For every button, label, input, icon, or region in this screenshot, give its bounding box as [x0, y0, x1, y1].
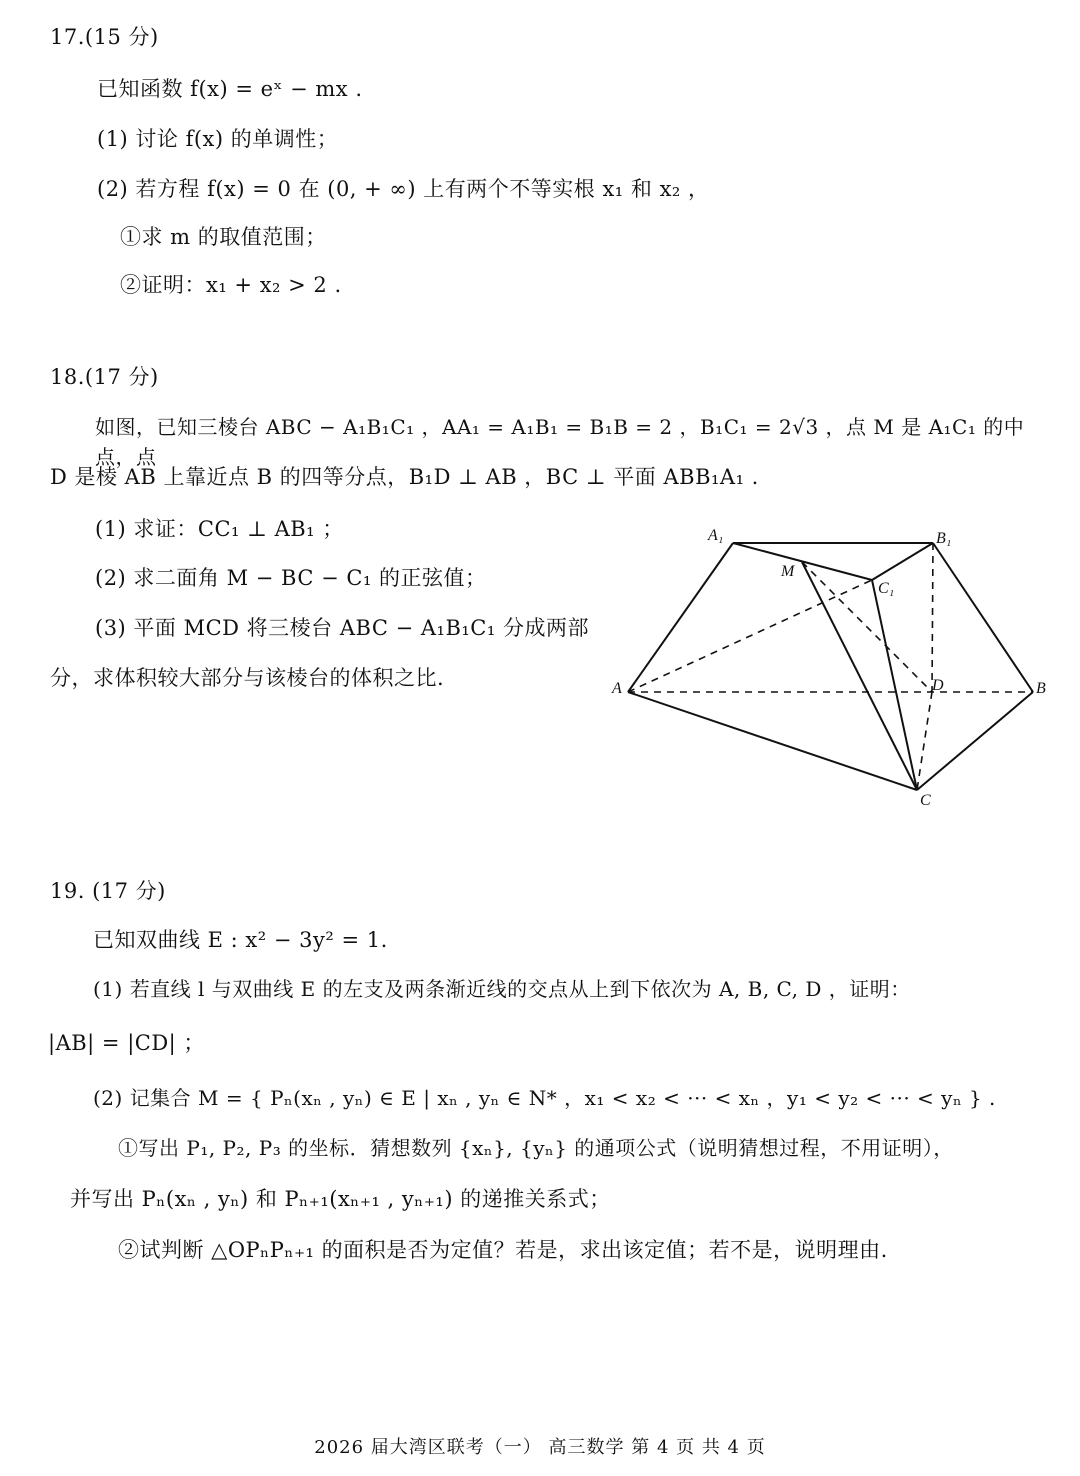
problem-18-part3-line1: (3) 平面 MCD 将三棱台 ABC − A₁B₁C₁ 分成两部: [95, 616, 589, 640]
label-B1: B₁: [936, 530, 952, 547]
problem-18-intro-line1: 如图，已知三棱台 ABC − A₁B₁C₁ ，AA₁ = A₁B₁ = B₁B = 2 ，B₁C₁ = 2√3 ，点 M 是 A₁C₁ 的中点，点: [95, 415, 1025, 469]
problem-19-header: 19. (17 分): [50, 879, 166, 903]
problem-18-intro-line2: D 是棱 AB 上靠近点 B 的四等分点，B₁D ⊥ AB ，BC ⊥ 平面 ABB₁A₁ .: [50, 465, 759, 489]
segment-DC-hidden: [917, 692, 932, 790]
problem-19-sub1-line1: ①写出 P₁, P₂, P₃ 的坐标．猜想数列 {xₙ}, {yₙ} 的通项公式（说明猜想过程，不用证明），: [118, 1136, 954, 1160]
problem-19-part1-line2: |AB| = |CD| ；: [48, 1031, 205, 1055]
problem-17-header: 17.(15 分): [50, 25, 159, 49]
problem-18-header: 18.(17 分): [50, 365, 159, 389]
problem-19-part1-line1: (1) 若直线 l 与双曲线 E 的左支及两条渐近线的交点从上到下依次为 A, B, C, D ，证明：: [93, 977, 911, 1001]
edge-B1C1: [872, 543, 933, 580]
problem-17-part2: (2) 若方程 f(x) = 0 在 (0, + ∞) 上有两个不等实根 x₁ 和 x₂ ，: [97, 177, 710, 201]
edge-B1B: [933, 543, 1033, 692]
page-footer: 2026 届大湾区联考（一） 高三数学 第 4 页 共 4 页: [314, 1437, 766, 1458]
problem-19-part2: (2) 记集合 M = { Pₙ(xₙ , yₙ) ∈ E | xₙ , yₙ ∈ N* ，x₁ < x₂ < ··· < xₙ ，y₁ < y₂ < ··· < yₙ } .: [93, 1086, 996, 1110]
problem-19-intro: 已知双曲线 E : x² − 3y² = 1.: [93, 928, 388, 952]
label-C: C: [920, 792, 931, 809]
edge-A1A: [628, 543, 733, 692]
problem-17-sub2: ②证明：x₁ + x₂ > 2 .: [120, 273, 342, 297]
problem-17-sub1: ①求 m 的取值范围；: [120, 225, 327, 249]
problem-18-part3-line2: 分，求体积较大部分与该棱台的体积之比.: [50, 666, 445, 690]
problem-19-sub2: ②试判断 △OPₙPₙ₊₁ 的面积是否为定值？若是，求出该定值；若不是，说明理由.: [118, 1238, 888, 1262]
frustum-figure: [600, 515, 1060, 815]
problem-18-part1: (1) 求证：CC₁ ⊥ AB₁ ；: [95, 517, 344, 541]
label-M: M: [781, 563, 795, 580]
edge-BC: [917, 692, 1033, 790]
problem-17-intro: 已知函数 f(x) = eˣ − mx .: [97, 77, 363, 101]
label-A: A: [612, 680, 622, 697]
segment-AC1-hidden: [628, 580, 872, 692]
label-D: D: [932, 677, 944, 694]
edge-C1C: [872, 580, 917, 790]
label-C1: C₁: [878, 580, 895, 597]
label-B: B: [1036, 680, 1046, 697]
edge-AC: [628, 692, 917, 790]
problem-18-part2: (2) 求二面角 M − BC − C₁ 的正弦值；: [95, 566, 487, 590]
problem-19-sub1-line2: 并写出 Pₙ(xₙ , yₙ) 和 Pₙ₊₁(xₙ₊₁ , yₙ₊₁) 的递推关系式；: [70, 1187, 611, 1211]
label-A1: A₁: [708, 527, 724, 544]
segment-B1D-hidden: [932, 543, 933, 692]
problem-17-part1: (1) 讨论 f(x) 的单调性；: [97, 127, 339, 151]
